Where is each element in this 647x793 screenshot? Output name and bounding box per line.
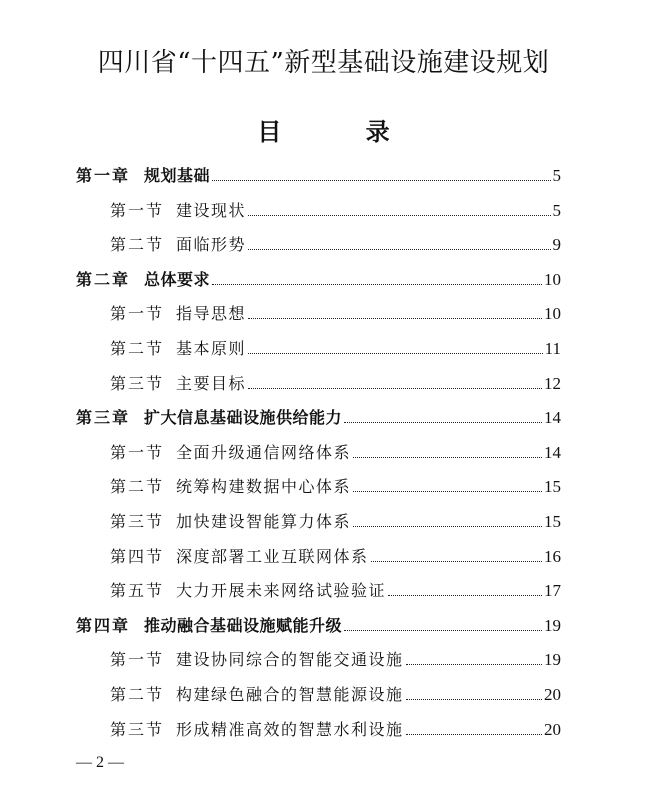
toc-entry-number: 第二节 (110, 477, 165, 497)
toc-leader-dots (406, 699, 542, 700)
toc-entry-title: 总体要求 (144, 269, 211, 289)
toc-entry-number: 第一节 (110, 304, 165, 324)
toc-chapter-entry[interactable] (0, 402, 647, 428)
toc-entry-title: 指导思想 (176, 304, 247, 324)
toc-section-entry[interactable] (0, 541, 647, 567)
toc-entry-number: 第一节 (110, 650, 165, 670)
toc-entry-number: 第三节 (110, 373, 165, 393)
toc-entry-title: 建设现状 (176, 200, 247, 220)
toc-entry-title: 主要目标 (176, 373, 247, 393)
toc-entry-page: 5 (552, 200, 561, 220)
toc-entry-label (76, 613, 342, 636)
toc-entry-label (110, 682, 404, 705)
toc-chapter-entry[interactable] (0, 160, 647, 186)
toc-entry-title: 建设协同综合的智能交通设施 (176, 650, 404, 670)
toc-leader-dots (353, 526, 542, 527)
toc-entry-title: 面临形势 (176, 235, 247, 255)
toc-entry-number: 第三节 (110, 719, 165, 739)
toc-chapter-entry[interactable] (0, 264, 647, 290)
toc-entry-label (110, 509, 351, 532)
toc-leader-dots (212, 180, 550, 181)
toc-leader-dots (248, 388, 542, 389)
toc-entry-label (110, 440, 351, 463)
toc-chapter-entry[interactable] (0, 610, 647, 636)
toc-entry-number: 第二章 (76, 269, 131, 289)
toc-entry-label (110, 544, 369, 567)
toc-entry-page: 15 (544, 477, 561, 497)
toc-entry-label (110, 336, 246, 359)
toc-entry-title: 加快建设智能算力体系 (176, 512, 352, 531)
toc-entry-label (76, 163, 210, 186)
toc-entry-page: 10 (544, 269, 561, 289)
toc-entry-number: 第四节 (110, 546, 165, 566)
toc-entry-number: 第一节 (110, 442, 165, 462)
toc-entry-page: 20 (544, 719, 561, 739)
toc-entry-page: 16 (544, 546, 561, 566)
toc-entry-title: 全面升级通信网络体系 (176, 442, 352, 462)
toc-entry-page: 15 (544, 512, 561, 531)
toc-entry-number: 第三章 (76, 408, 131, 428)
toc-entry-title: 扩大信息基础设施供给能力 (144, 408, 343, 428)
toc-entry-title: 形成精准高效的智慧水利设施 (176, 719, 404, 739)
toc-entry-title: 推动融合基础设施赋能升级 (144, 615, 343, 635)
toc-section-entry[interactable] (0, 195, 647, 221)
toc-entry-page: 11 (544, 339, 561, 358)
toc-leader-dots (212, 284, 542, 285)
toc-entry-label (110, 647, 404, 670)
toc-leader-dots (388, 595, 542, 596)
toc-entry-page: 14 (544, 408, 561, 428)
toc-entry-page: 14 (544, 442, 561, 462)
toc-heading: 目 录 (257, 117, 428, 146)
toc-entry-page: 20 (544, 685, 561, 704)
toc-entry-label (110, 474, 351, 497)
toc-entry-title: 大力开展未来网络试验验证 (176, 581, 387, 601)
toc-section-entry[interactable] (0, 368, 647, 394)
toc-entry-page: 12 (544, 373, 561, 393)
page-number-footer: — 2 — (76, 754, 124, 771)
toc-leader-dots (248, 215, 550, 216)
toc-entry-page: 19 (544, 615, 561, 635)
toc-leader-dots (248, 318, 542, 319)
toc-entry-title: 构建绿色融合的智慧能源设施 (176, 685, 404, 704)
toc-section-entry[interactable] (0, 437, 647, 463)
toc-section-entry[interactable] (0, 333, 647, 359)
toc-entry-number: 第三节 (110, 512, 165, 531)
toc-entry-page: 10 (544, 304, 561, 324)
toc-entry-label (110, 198, 246, 221)
toc-entry-label (76, 405, 342, 428)
toc-entry-title: 深度部署工业互联网体系 (176, 546, 369, 566)
toc-entry-label (76, 267, 210, 290)
toc-entry-page: 19 (544, 650, 561, 670)
toc-entry-label (110, 232, 246, 255)
toc-entry-number: 第二节 (110, 339, 165, 358)
toc-entry-label (110, 717, 404, 740)
toc-section-entry[interactable] (0, 679, 647, 705)
toc-section-entry[interactable] (0, 714, 647, 740)
toc-leader-dots (248, 249, 550, 250)
toc-entry-page: 17 (544, 581, 561, 601)
toc-entry-number: 第四章 (76, 615, 131, 635)
toc-leader-dots (406, 734, 542, 735)
toc-entry-label (110, 578, 386, 601)
toc-leader-dots (406, 664, 542, 665)
toc-entry-number: 第二节 (110, 685, 165, 704)
toc-section-entry[interactable] (0, 506, 647, 532)
toc-entry-page: 5 (552, 166, 561, 185)
toc-leader-dots (344, 422, 542, 423)
toc-entry-number: 第五节 (110, 581, 165, 601)
document-title: 四川省“十四五”新型基础设施建设规划 (97, 48, 550, 78)
toc-leader-dots (353, 491, 542, 492)
toc-leader-dots (344, 630, 542, 631)
toc-entry-page: 9 (552, 235, 561, 255)
toc-entry-number: 第一节 (110, 200, 165, 220)
toc-section-entry[interactable] (0, 298, 647, 324)
toc-entry-title: 基本原则 (176, 339, 247, 358)
toc-entry-number: 第二节 (110, 235, 165, 255)
toc-leader-dots (353, 457, 542, 458)
toc-section-entry[interactable] (0, 229, 647, 255)
toc-entry-label (110, 301, 246, 324)
toc-section-entry[interactable] (0, 471, 647, 497)
toc-leader-dots (248, 353, 543, 354)
toc-entry-label (110, 371, 246, 394)
toc-section-entry[interactable] (0, 575, 647, 601)
toc-entry-title: 统筹构建数据中心体系 (176, 477, 352, 497)
toc-entry-number: 第一章 (76, 166, 131, 185)
toc-leader-dots (371, 561, 542, 562)
toc-section-entry[interactable] (0, 644, 647, 670)
toc-entry-title: 规划基础 (144, 166, 211, 185)
